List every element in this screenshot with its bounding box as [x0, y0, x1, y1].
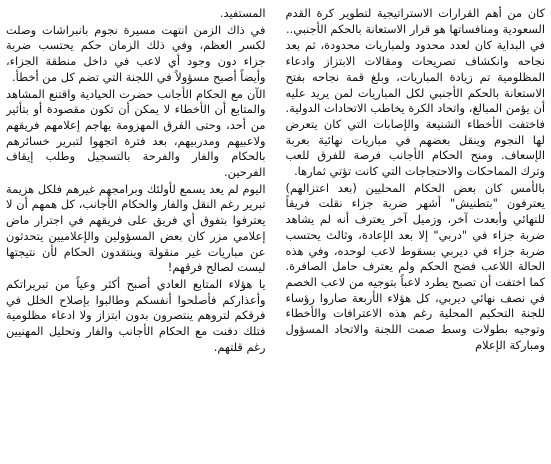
article-column-left — [6, 6, 266, 460]
paragraph: بالأمس كان بعض الحكام المحليين (بعد اعتزالهم) يعترفون "بتطنيش" أشهر ضربة جزاء نقلت فريقاً للنهائي وأبعدت آخر، وزميل آخر يعترف أنه لم يشاهد ضربة جزاء في "دربي" إلا بعد الإعادة، وثالث يحتسب ضربة جزاء في ديربي بسقوط لاعب لوحده، وفي هذه الحالة اللاعب فضح الحكم ولم يعترف حامل الصافرة. كما اختفت أن تصبح يطرد لاعباً بتوجيه من لاعب الخصم في نصف نهائي ديربي، كل هؤلاء الأربعة صاروا رؤساء للجنة التحكيم المحلية رغم هذه الاعترافات والأخطاء وتوجيه بطولات وسط صمت اللجنة والاتحاد المسؤول ومباركة الإعلام — [285, 180, 545, 352]
paragraph: في البداية كان لعدد محدود ولمباريات محدودة، ثم بعد نجاحه وانكشاف تصريحات ومقالات الابتزاز وادعاء المظلومية تم زيادة المباريات، وبلغ قمة نجاحه بفتح الاستعانة بالحكم الأجنبي لكل المباريات لمن يريد عليه أن يؤمن المبالغ، واتحاد الكرة يخاطب الاتحادات الدولية. فاختفت الأخطاء الشنيعة والإصابات التي كان يتعرض لها النجوم وينقل بعضهم في مباريات نهائية بعربة الإسعاف. ومنح الحكام الأجانب فرصة للفرق للعب وترك المماحكات والاحتجاجات التي كانت تؤتي ثمارها. — [285, 38, 545, 179]
paragraph: في ذاك الزمن انتهت مسيرة نجوم بانبراشات وصلت لكسر العظم، وفي ذلك الزمان حكم يحتسب ضربة جزاء دون وجود أي لاعب في داخل منطقة الجزاء، وأيضاً أصبح مسؤولاً في اللجنة التي تضم كل من أخطأ. — [6, 22, 266, 84]
paragraph: يا هؤلاء المتابع العادي أصبح أكثر وعياً من تبريراتكم وأعذاركم فأصلحوا أنفسكم وطالبوا بإصلاح الخلل في فرقكم لتروهم ينتصرون بدون ابتزاز ولا ادعاء مظلومية فتلك دفنت مع الحكام الأجانب والفار وتحليل المهنيين رغم قلتهم. — [6, 276, 266, 354]
paragraph: كان من أهم القرارات الاستراتيجية لتطوير كرة القدم السعودية ومنافساتها هو قرار الاستعانة بالحكم الأجنبي.. — [285, 6, 545, 36]
paragraph: المستفيد. — [219, 6, 266, 20]
paragraph: اليوم لم يعد يسمع لأولئك وبرامجهم غيرهم فلكل هزيمة تبرير رغم النقل والفار والحكام الأجانب، كل همهم أن لا يعترفوا بتفوق أي فريق على فريقهم في اجترار ماض إعلامي مزر كان بعض المسؤولين والإعلاميين يتحدثون عن مباريات غير منقولة وينتقدون الحكام لأن نتيجتها ليست لصالح فرقهم! — [6, 181, 266, 275]
article-column-right — [286, 6, 546, 460]
paragraph: الآن مع الحكام الأجانب حضرت الحيادية واقتنع المشاهد والمتابع أن الأخطاء لا يمكن أن تكون مقصودة أو بتأثير من أحد، وحتى الفرق المهزومة يهاجم إعلامهم فريقهم ولاعبيهم ومدربيهم، بعد فترة اتجهوا لتبرير خسائرهم بالحكام والفار والفرحة بالتسجيل وطلب إيقاف الفرحين. — [6, 86, 266, 180]
